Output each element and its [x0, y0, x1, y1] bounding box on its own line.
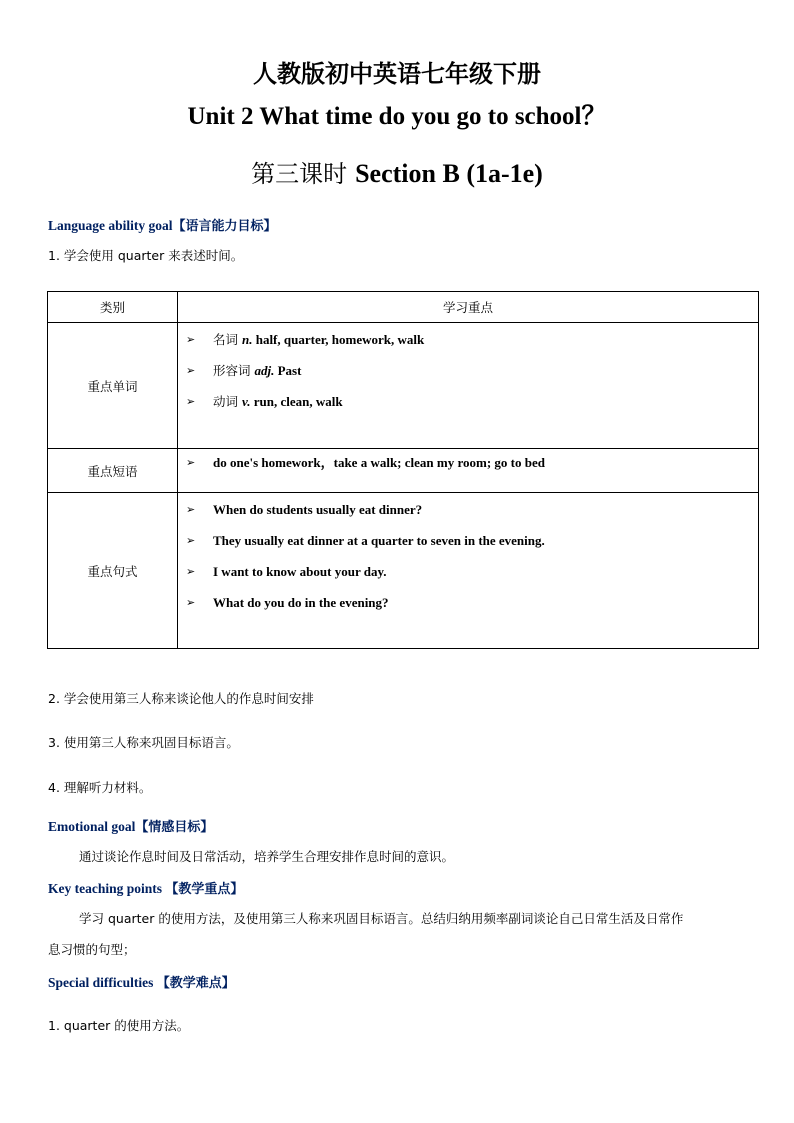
list-item: [178, 453, 758, 484]
difficulty-item-1: 1. quarter 的使用方法。: [48, 1018, 190, 1033]
lesson-number: 第三课时: [251, 160, 348, 188]
heading-cn: 【情感目标】: [135, 820, 214, 835]
table-row: [48, 449, 759, 493]
item-text: When do students usually eat dinner?: [213, 502, 423, 517]
list-item: [178, 500, 758, 531]
row-category: 重点句式: [48, 493, 178, 649]
document-title: 人教版初中英语七年级下册: [253, 60, 541, 88]
item-text: do one's homework，take a walk; clean my room; go to bed: [213, 455, 545, 470]
item-cn: 形容词: [213, 363, 255, 378]
arrow-bullet-icon: ➢: [186, 503, 196, 516]
table-header-row: [48, 292, 759, 323]
emotional-goal-heading: [48, 816, 213, 835]
language-goal-heading: [48, 215, 277, 234]
unit-title: Unit 2 What time do you go to school？: [187, 103, 607, 130]
goal-item-4: 4. 理解听力材料。: [48, 780, 152, 795]
arrow-bullet-icon: ➢: [186, 395, 196, 408]
item-pos: v.: [241, 394, 251, 409]
item-cn: 名词: [213, 332, 242, 347]
key-phrases-list: [178, 449, 758, 484]
row-category: 重点单词: [48, 323, 178, 449]
lesson-section: Section B (1a-1e): [355, 159, 543, 188]
item-text: Past: [274, 363, 302, 378]
goal-item-3: 3. 使用第三人称来巩固目标语言。: [48, 735, 239, 750]
table-row: [48, 493, 759, 649]
item-text: I want to know about your day.: [213, 564, 387, 579]
key-points-heading: [48, 878, 243, 897]
arrow-bullet-icon: ➢: [186, 596, 196, 609]
list-item: [178, 531, 758, 562]
list-item: [178, 361, 758, 392]
heading-en: Special difficulties: [48, 975, 154, 990]
emotional-goal-text: 通过谈论作息时间及日常活动，培养学生合理安排作息时间的意识。: [79, 849, 455, 864]
arrow-bullet-icon: ➢: [186, 565, 196, 578]
item-pos: adj.: [254, 363, 275, 378]
header-focus: 学习重点: [178, 292, 759, 323]
difficulties-heading: [48, 972, 235, 991]
arrow-bullet-icon: ➢: [186, 333, 196, 346]
row-content: [178, 449, 759, 493]
heading-en: Key teaching points: [48, 881, 163, 896]
heading-en: Language ability goal: [48, 218, 173, 233]
list-item: [178, 392, 758, 423]
key-sentences-list: [178, 493, 758, 624]
goal-item-2: 2. 学会使用第三人称来谈论他人的作息时间安排: [48, 691, 314, 706]
key-points-text-line2: 息习惯的句型；: [48, 942, 136, 957]
key-points-text-line1: 学习 quarter 的使用方法，及使用第三人称来巩固目标语言。总结归纳用频率副词谈论自己日常生活及日常作: [79, 911, 684, 926]
arrow-bullet-icon: ➢: [186, 456, 196, 469]
lesson-title: [0, 154, 794, 189]
key-words-list: [178, 323, 758, 423]
list-item: [178, 330, 758, 361]
heading-cn: 【教学难点】: [156, 976, 235, 991]
item-text: run, clean, walk: [250, 394, 343, 409]
header-category: 类别: [48, 292, 178, 323]
item-text: They usually eat dinner at a quarter to seven in the evening.: [213, 533, 545, 548]
item-pos: n.: [241, 332, 253, 347]
item-cn: 动词: [213, 394, 242, 409]
list-item: [178, 593, 758, 624]
row-content: [178, 323, 759, 449]
row-category: 重点短语: [48, 449, 178, 493]
heading-cn: 【教学重点】: [165, 882, 244, 897]
heading-cn: 【语言能力目标】: [172, 219, 277, 234]
goal-item-1: 1. 学会使用 quarter 来表述时间。: [48, 248, 244, 263]
item-text: What do you do in the evening?: [213, 595, 389, 610]
arrow-bullet-icon: ➢: [186, 364, 196, 377]
list-item: [178, 562, 758, 593]
arrow-bullet-icon: ➢: [186, 534, 196, 547]
row-content: [178, 493, 759, 649]
table-row: [48, 323, 759, 449]
learning-focus-table: [47, 291, 759, 649]
item-text: half, quarter, homework, walk: [252, 332, 425, 347]
heading-en: Emotional goal: [48, 819, 136, 834]
